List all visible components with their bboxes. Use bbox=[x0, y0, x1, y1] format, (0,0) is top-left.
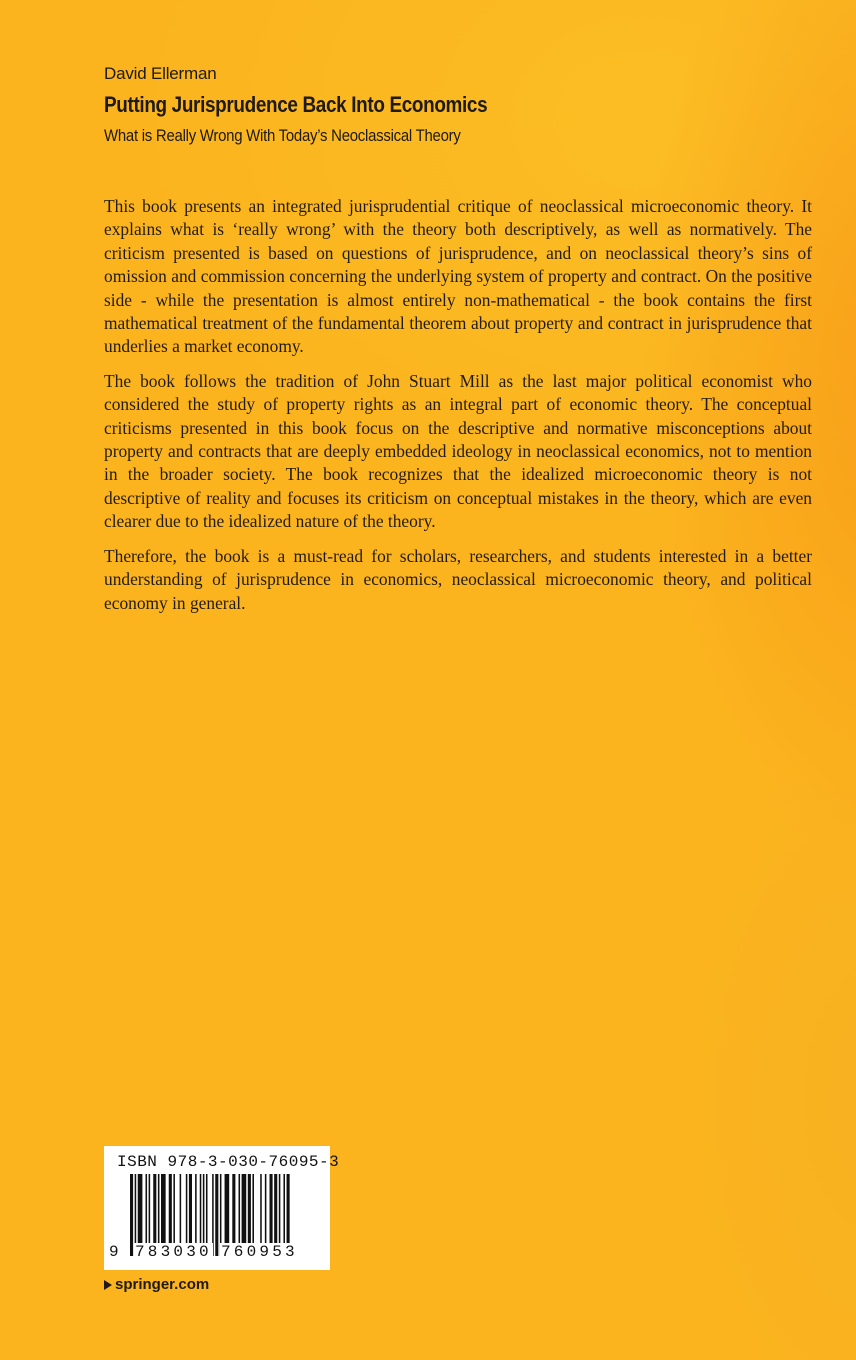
description-paragraph: Therefore, the book is a must-read for scholars, researchers, and students interested in a better understanding of jurisprudence in economics, neoclassical microeconomic theory, and political economy in general. bbox=[104, 545, 812, 613]
arrow-icon bbox=[104, 1280, 112, 1290]
isbn-label: ISBN 978-3-030-76095-3 bbox=[117, 1153, 340, 1171]
book-subtitle: What is Really Wrong With Today’s Neoclassical Theory bbox=[104, 126, 461, 145]
description-paragraph: This book presents an integrated jurisprudential critique of neoclassical microeconomic theory. It explains what is ‘really wrong’ with the theory both descriptively, as well as normatively. The criticism presented is based on questions of jurisprudence, and on neoclassical theory’s sins of omission and commission concerning the underlying system of property and contract. On the positive side - while the presentation is almost entirely non-mathematical - the book contains the first mathematical treatment of the fundamental theorem about property and contract in jurisprudence that underlies a market economy. bbox=[104, 196, 812, 357]
barcode-lead-digit: 9 bbox=[109, 1243, 119, 1261]
barcode-left-digits: 783030 bbox=[135, 1243, 212, 1261]
barcode-digits bbox=[104, 1243, 330, 1265]
book-description bbox=[104, 195, 812, 626]
book-title: Putting Jurisprudence Back Into Economics bbox=[104, 92, 488, 117]
description-paragraph: The book follows the tradition of John Stuart Mill as the last major political economist who considered the study of property rights as an integral part of economic theory. The conceptual criticisms presented in this book focus on the descriptive and normative misconceptions about property and contracts that are deeply embedded ideology in neoclassical economics, not to mention in the broader society. The book recognizes that the idealized microeconomic theory is not descriptive of reality and focuses its criticism on conceptual mistakes in the theory, which are even clearer due to the idealized nature of the theory. bbox=[104, 370, 812, 532]
barcode-right-digits: 760953 bbox=[221, 1243, 298, 1261]
publisher-link-text: springer.com bbox=[115, 1276, 210, 1293]
author-name: David Ellerman bbox=[104, 64, 217, 83]
publisher-link[interactable] bbox=[104, 1276, 209, 1293]
isbn-barcode-box bbox=[104, 1146, 340, 1270]
